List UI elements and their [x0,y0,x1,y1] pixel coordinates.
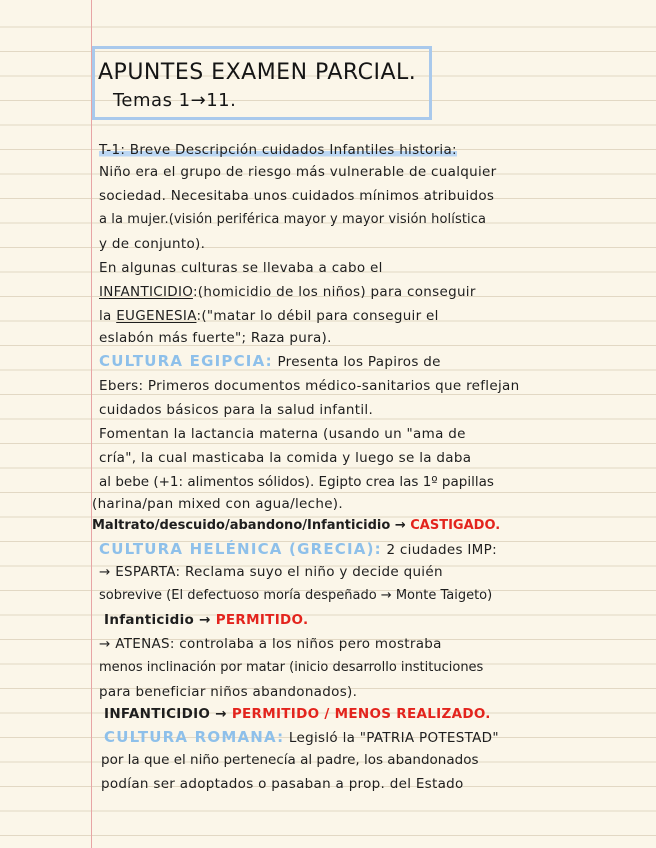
note-line-3: sociedad. Necesitaba unos cuidados mínimos atribuidos [99,188,495,204]
margin-line [91,0,92,848]
note-text: :(homicidio de los niños) para conseguir [192,284,476,300]
note-line-13: Fomentan la lactancia materna (usando un "ama de [99,426,466,442]
note-line-12: cuidados básicos para la salud infantil. [99,402,374,418]
note-line-22: → ATENAS: controlaba a los niños pero mostraba [99,636,442,652]
note-line-9: eslabón más fuerte"; Raza pura). [99,330,332,346]
page-subtitle: Temas 1→11. [113,90,237,111]
note-line-17 [92,518,500,533]
note-text: :("matar lo débil para conseguir el [196,308,439,324]
note-line-10 [99,352,441,370]
note-text: Maltrato/descuido/abandono/Infanticidio → [92,518,411,533]
note-line-20: sobrevive (El defectuoso moría despeñado → Monte Taigeto) [99,588,493,603]
note-text: Legisló la "PATRIA POTESTAD" [284,730,499,746]
note-text: Infanticidio → [104,612,216,628]
note-line-18 [99,540,497,558]
heading-cultura-helenica: CULTURA HELÉNICA (GRECIA): [99,540,382,558]
topic-heading: T-1: Breve Descripción cuidados Infantiles historia: [99,142,457,158]
note-line-1 [99,142,457,158]
heading-cultura-romana: CULTURA ROMANA: [104,728,285,746]
note-line-27: por la que el niño pertenecía al padre, los abandonados [101,752,479,768]
note-line-26 [104,728,499,746]
note-line-7 [99,284,476,300]
term-eugenesia: EUGENESIA [116,308,197,324]
note-line-4: a la mujer.(visión periférica mayor y mayor visión holística [99,212,487,227]
note-line-11: Ebers: Primeros documentos médico-sanitarios que reflejan [99,378,520,394]
note-line-8 [99,308,439,324]
note-line-24: para beneficiar niños abandonados). [99,684,358,700]
note-line-15: al bebe (+1: alimentos sólidos). Egipto crea las 1º papillas [99,474,494,490]
note-text: INFANTICIDIO → [104,706,232,722]
note-line-21 [104,612,308,628]
note-line-2: Niño era el grupo de riesgo más vulnerable de cualquier [99,164,497,180]
note-line-19: → ESPARTA: Reclama suyo el niño y decide quién [99,564,443,580]
note-line-23: menos inclinación por matar (inicio desarrollo instituciones [99,660,484,675]
permitido-label: PERMITIDO. [215,612,309,628]
note-line-6: En algunas culturas se llevaba a cabo el [99,260,383,276]
note-text: Presenta los Papiros de [272,354,441,370]
term-infanticidio: INFANTICIDIO [99,284,193,300]
permitido-menos-label: PERMITIDO / MENOS REALIZADO. [231,706,491,722]
note-text: la [99,308,117,324]
note-line-14: cría", la cual masticaba la comida y luego se la daba [99,450,472,466]
note-line-28: podían ser adoptados o pasaban a prop. del Estado [101,776,464,792]
note-text: 2 ciudades IMP: [381,542,497,558]
page-title: APUNTES EXAMEN PARCIAL. [98,60,417,85]
note-line-25 [104,706,491,722]
castigado-label: CASTIGADO. [410,518,501,533]
heading-cultura-egipcia: CULTURA EGIPCIA: [99,352,273,370]
note-line-5: y de conjunto). [99,236,206,252]
note-line-16: (harina/pan mixed con agua/leche). [92,496,343,512]
